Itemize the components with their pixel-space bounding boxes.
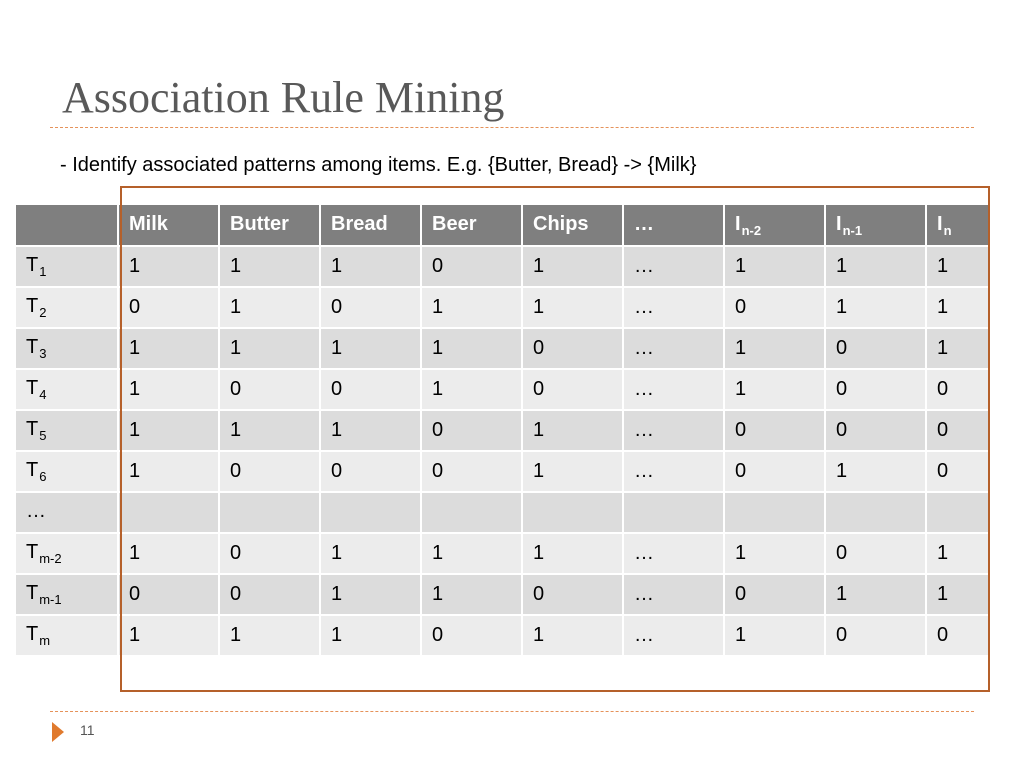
transaction-label-subscript: 2 bbox=[39, 305, 47, 320]
table-row bbox=[16, 328, 990, 369]
table-cell: 1 bbox=[825, 246, 926, 287]
transaction-label-cell bbox=[16, 246, 118, 287]
table-cell: 0 bbox=[219, 533, 320, 574]
column-header-base: Milk bbox=[129, 212, 168, 235]
table-cell: 1 bbox=[219, 328, 320, 369]
table-cell: 0 bbox=[926, 615, 990, 656]
column-header-base: I bbox=[735, 212, 741, 235]
transaction-label-subscript: 6 bbox=[39, 469, 47, 484]
table-cell: 0 bbox=[825, 615, 926, 656]
table-cell: 1 bbox=[522, 615, 623, 656]
table-cell: 1 bbox=[724, 533, 825, 574]
column-header-base: Beer bbox=[432, 212, 477, 235]
table-cell: 1 bbox=[724, 369, 825, 410]
table-cell bbox=[522, 492, 623, 533]
page-number: 11 bbox=[80, 722, 95, 738]
table-cell: 1 bbox=[926, 287, 990, 328]
table-cell: 0 bbox=[825, 328, 926, 369]
table-cell: 1 bbox=[219, 615, 320, 656]
column-header-base: Chips bbox=[533, 212, 589, 235]
table-cell: 1 bbox=[926, 574, 990, 615]
transaction-label-subscript: 1 bbox=[39, 264, 47, 279]
transaction-label-cell bbox=[16, 287, 118, 328]
table-row bbox=[16, 246, 990, 287]
table-body bbox=[16, 246, 990, 656]
transaction-label-base: … bbox=[26, 500, 46, 522]
table-cell: 1 bbox=[118, 615, 219, 656]
table-cell: 0 bbox=[421, 410, 522, 451]
transaction-label-cell bbox=[16, 574, 118, 615]
table-cell: 1 bbox=[118, 328, 219, 369]
transaction-label-base: T bbox=[26, 254, 39, 276]
table-row bbox=[16, 451, 990, 492]
column-header bbox=[219, 205, 320, 246]
transaction-label-base: T bbox=[26, 582, 39, 604]
table-cell: 1 bbox=[421, 287, 522, 328]
column-header-base: I bbox=[937, 212, 943, 235]
column-header-base: … bbox=[634, 212, 654, 235]
column-header bbox=[926, 205, 990, 246]
table-cell: … bbox=[623, 369, 724, 410]
table-cell: … bbox=[623, 451, 724, 492]
table-row bbox=[16, 492, 990, 533]
table-cell bbox=[926, 492, 990, 533]
table-cell: 1 bbox=[118, 410, 219, 451]
column-header-subscript: n bbox=[943, 222, 952, 238]
table-cell: 1 bbox=[522, 451, 623, 492]
table-cell: 0 bbox=[421, 451, 522, 492]
column-header-base: Butter bbox=[230, 212, 289, 235]
transaction-item-matrix bbox=[16, 205, 991, 657]
table-cell: 1 bbox=[724, 328, 825, 369]
corner-header-cell bbox=[16, 205, 118, 246]
transaction-label-base: T bbox=[26, 295, 39, 317]
column-header bbox=[724, 205, 825, 246]
transaction-label-cell bbox=[16, 410, 118, 451]
transaction-label-cell bbox=[16, 533, 118, 574]
table-cell: 1 bbox=[320, 533, 421, 574]
table-cell: 1 bbox=[320, 328, 421, 369]
table-cell: 1 bbox=[320, 246, 421, 287]
table-cell: 0 bbox=[421, 615, 522, 656]
table-cell: 0 bbox=[421, 246, 522, 287]
transaction-label-subscript: m bbox=[39, 633, 51, 648]
footer-divider bbox=[50, 711, 974, 712]
transaction-label-base: T bbox=[26, 418, 39, 440]
triangle-right-icon bbox=[52, 722, 64, 742]
table-cell: … bbox=[623, 246, 724, 287]
slide-title: Association Rule Mining bbox=[62, 73, 505, 122]
transaction-label-base: T bbox=[26, 623, 39, 645]
table-cell: 0 bbox=[926, 410, 990, 451]
table-cell: 1 bbox=[320, 615, 421, 656]
table-cell: 1 bbox=[219, 287, 320, 328]
table-cell: … bbox=[623, 574, 724, 615]
table-row bbox=[16, 410, 990, 451]
transaction-label-cell bbox=[16, 615, 118, 656]
slide-subtitle: - Identify associated patterns among items. E.g. {Butter, Bread} -> {Milk} bbox=[60, 154, 697, 176]
table-cell: 1 bbox=[825, 574, 926, 615]
table-cell: 0 bbox=[926, 451, 990, 492]
table-cell: 1 bbox=[118, 369, 219, 410]
table-cell: … bbox=[623, 410, 724, 451]
table-cell: 0 bbox=[219, 574, 320, 615]
table-cell: 1 bbox=[421, 574, 522, 615]
column-header bbox=[623, 205, 724, 246]
transaction-label-base: T bbox=[26, 336, 39, 358]
transaction-label-base: T bbox=[26, 541, 39, 563]
column-header-base: I bbox=[836, 212, 842, 235]
table-cell: 0 bbox=[219, 451, 320, 492]
transaction-label-subscript: m-2 bbox=[39, 551, 62, 566]
title-divider bbox=[50, 127, 974, 128]
table-cell: 1 bbox=[926, 533, 990, 574]
table-cell: 0 bbox=[825, 369, 926, 410]
transaction-label-subscript: m-1 bbox=[39, 592, 62, 607]
table-cell bbox=[724, 492, 825, 533]
table-row bbox=[16, 533, 990, 574]
table-cell: 0 bbox=[825, 533, 926, 574]
transaction-label-subscript: 5 bbox=[39, 428, 47, 443]
table-cell: 1 bbox=[219, 410, 320, 451]
table-row bbox=[16, 369, 990, 410]
column-header-base: Bread bbox=[331, 212, 388, 235]
table-row bbox=[16, 574, 990, 615]
table-cell: 1 bbox=[219, 246, 320, 287]
column-header-subscript: n-1 bbox=[842, 222, 863, 238]
table-row bbox=[16, 287, 990, 328]
transaction-label-cell bbox=[16, 369, 118, 410]
table-cell: 0 bbox=[926, 369, 990, 410]
table-cell: 1 bbox=[724, 615, 825, 656]
column-header bbox=[522, 205, 623, 246]
table-cell: 0 bbox=[320, 287, 421, 328]
table-cell: 1 bbox=[421, 328, 522, 369]
table-cell bbox=[320, 492, 421, 533]
table-cell: 1 bbox=[118, 533, 219, 574]
table-cell: 0 bbox=[724, 287, 825, 328]
table-cell: 1 bbox=[118, 246, 219, 287]
table-cell: 1 bbox=[724, 246, 825, 287]
transaction-label-cell bbox=[16, 451, 118, 492]
table-cell: … bbox=[623, 615, 724, 656]
table-cell: 1 bbox=[825, 287, 926, 328]
table-cell bbox=[825, 492, 926, 533]
table-cell: 0 bbox=[825, 410, 926, 451]
column-header bbox=[825, 205, 926, 246]
transaction-label-subscript: 3 bbox=[39, 346, 47, 361]
table-cell: 0 bbox=[724, 451, 825, 492]
table-cell: 1 bbox=[421, 533, 522, 574]
table-cell: 1 bbox=[421, 369, 522, 410]
table-cell: 1 bbox=[825, 451, 926, 492]
transaction-label-base: T bbox=[26, 377, 39, 399]
transaction-label-subscript: 4 bbox=[39, 387, 47, 402]
table-cell: … bbox=[623, 328, 724, 369]
table-cell: 0 bbox=[522, 328, 623, 369]
table-cell: 0 bbox=[320, 451, 421, 492]
table-cell: 1 bbox=[522, 410, 623, 451]
column-header bbox=[118, 205, 219, 246]
table-cell: … bbox=[623, 533, 724, 574]
table-cell: 0 bbox=[219, 369, 320, 410]
table-cell: 1 bbox=[926, 328, 990, 369]
table-cell bbox=[623, 492, 724, 533]
table-cell: 0 bbox=[724, 574, 825, 615]
transaction-label-cell bbox=[16, 328, 118, 369]
table-cell: 1 bbox=[118, 451, 219, 492]
column-header bbox=[421, 205, 522, 246]
table-row bbox=[16, 615, 990, 656]
column-header bbox=[320, 205, 421, 246]
column-header-subscript: n-2 bbox=[741, 222, 762, 238]
table-cell: 0 bbox=[320, 369, 421, 410]
table-cell: 0 bbox=[522, 369, 623, 410]
table-cell: 1 bbox=[522, 246, 623, 287]
transaction-label-cell bbox=[16, 492, 118, 533]
table-cell: 1 bbox=[320, 410, 421, 451]
table-cell: 1 bbox=[926, 246, 990, 287]
table-cell bbox=[421, 492, 522, 533]
table-cell: 1 bbox=[320, 574, 421, 615]
table-cell: 1 bbox=[522, 287, 623, 328]
table-cell bbox=[219, 492, 320, 533]
transaction-label-base: T bbox=[26, 459, 39, 481]
table-cell: 1 bbox=[522, 533, 623, 574]
table-header-row bbox=[16, 205, 990, 246]
table-cell: 0 bbox=[118, 287, 219, 328]
table-cell: 0 bbox=[724, 410, 825, 451]
table-cell: 0 bbox=[118, 574, 219, 615]
table-cell: … bbox=[623, 287, 724, 328]
table-cell: 0 bbox=[522, 574, 623, 615]
table-cell bbox=[118, 492, 219, 533]
